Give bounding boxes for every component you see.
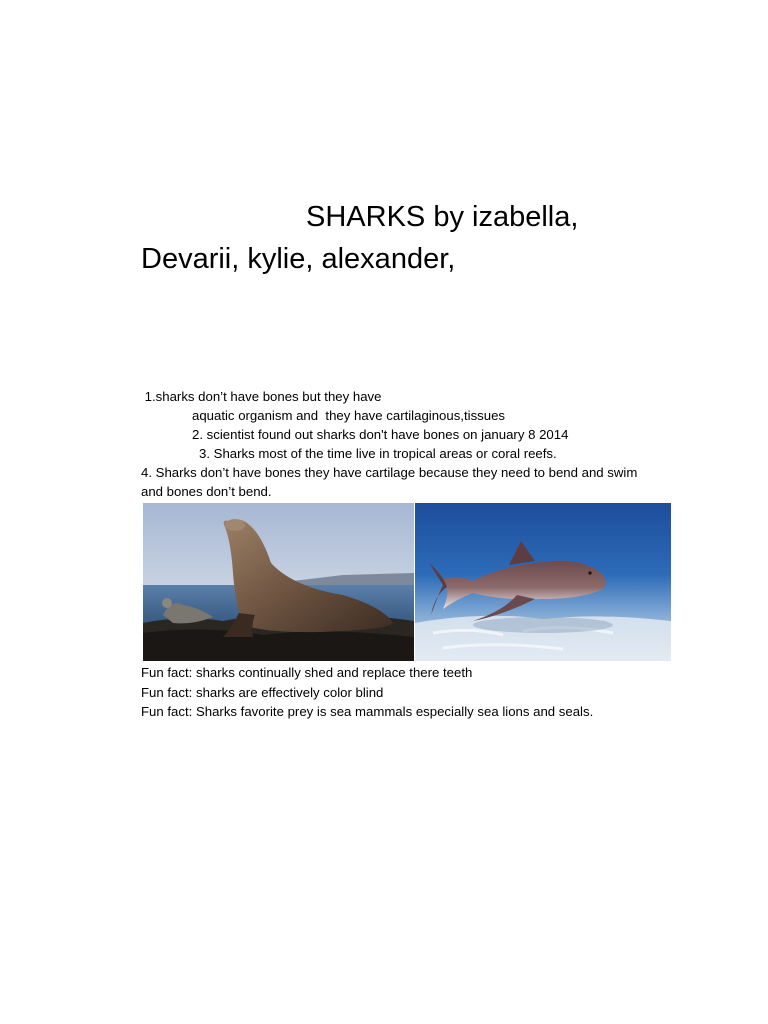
title-line-1: SHARKS by izabella,	[306, 201, 579, 233]
facts-list	[141, 387, 701, 501]
paragraph-line: 2. scientist found out sharks don't have bones on january 8 2014	[192, 427, 569, 442]
paragraph-line: aquatic organism and they have cartilaginous,tissues	[192, 408, 506, 423]
page-title	[141, 196, 701, 280]
photo-strip	[143, 503, 671, 661]
sea-lion-photo	[143, 503, 414, 661]
title-line-2: Devarii, kylie, alexander,	[141, 243, 456, 275]
tiger-shark-photo	[415, 503, 671, 661]
paragraph-line: 1.sharks don’t have bones but they have	[141, 389, 382, 404]
paragraph-line: 4. Sharks don’t have bones they have cartilage because they need to bend and swim	[141, 465, 638, 480]
fun-fact: Fun fact: Sharks favorite prey is sea mammals especially sea lions and seals.	[141, 704, 594, 719]
fun-fact: Fun fact: sharks continually shed and replace there teeth	[141, 665, 473, 680]
paragraph-line: 3. Sharks most of the time live in tropical areas or coral reefs.	[199, 446, 557, 461]
fun-facts	[141, 663, 701, 722]
fun-fact: Fun fact: sharks are effectively color blind	[141, 684, 384, 700]
paragraph-line: and bones don’t bend.	[141, 484, 272, 499]
